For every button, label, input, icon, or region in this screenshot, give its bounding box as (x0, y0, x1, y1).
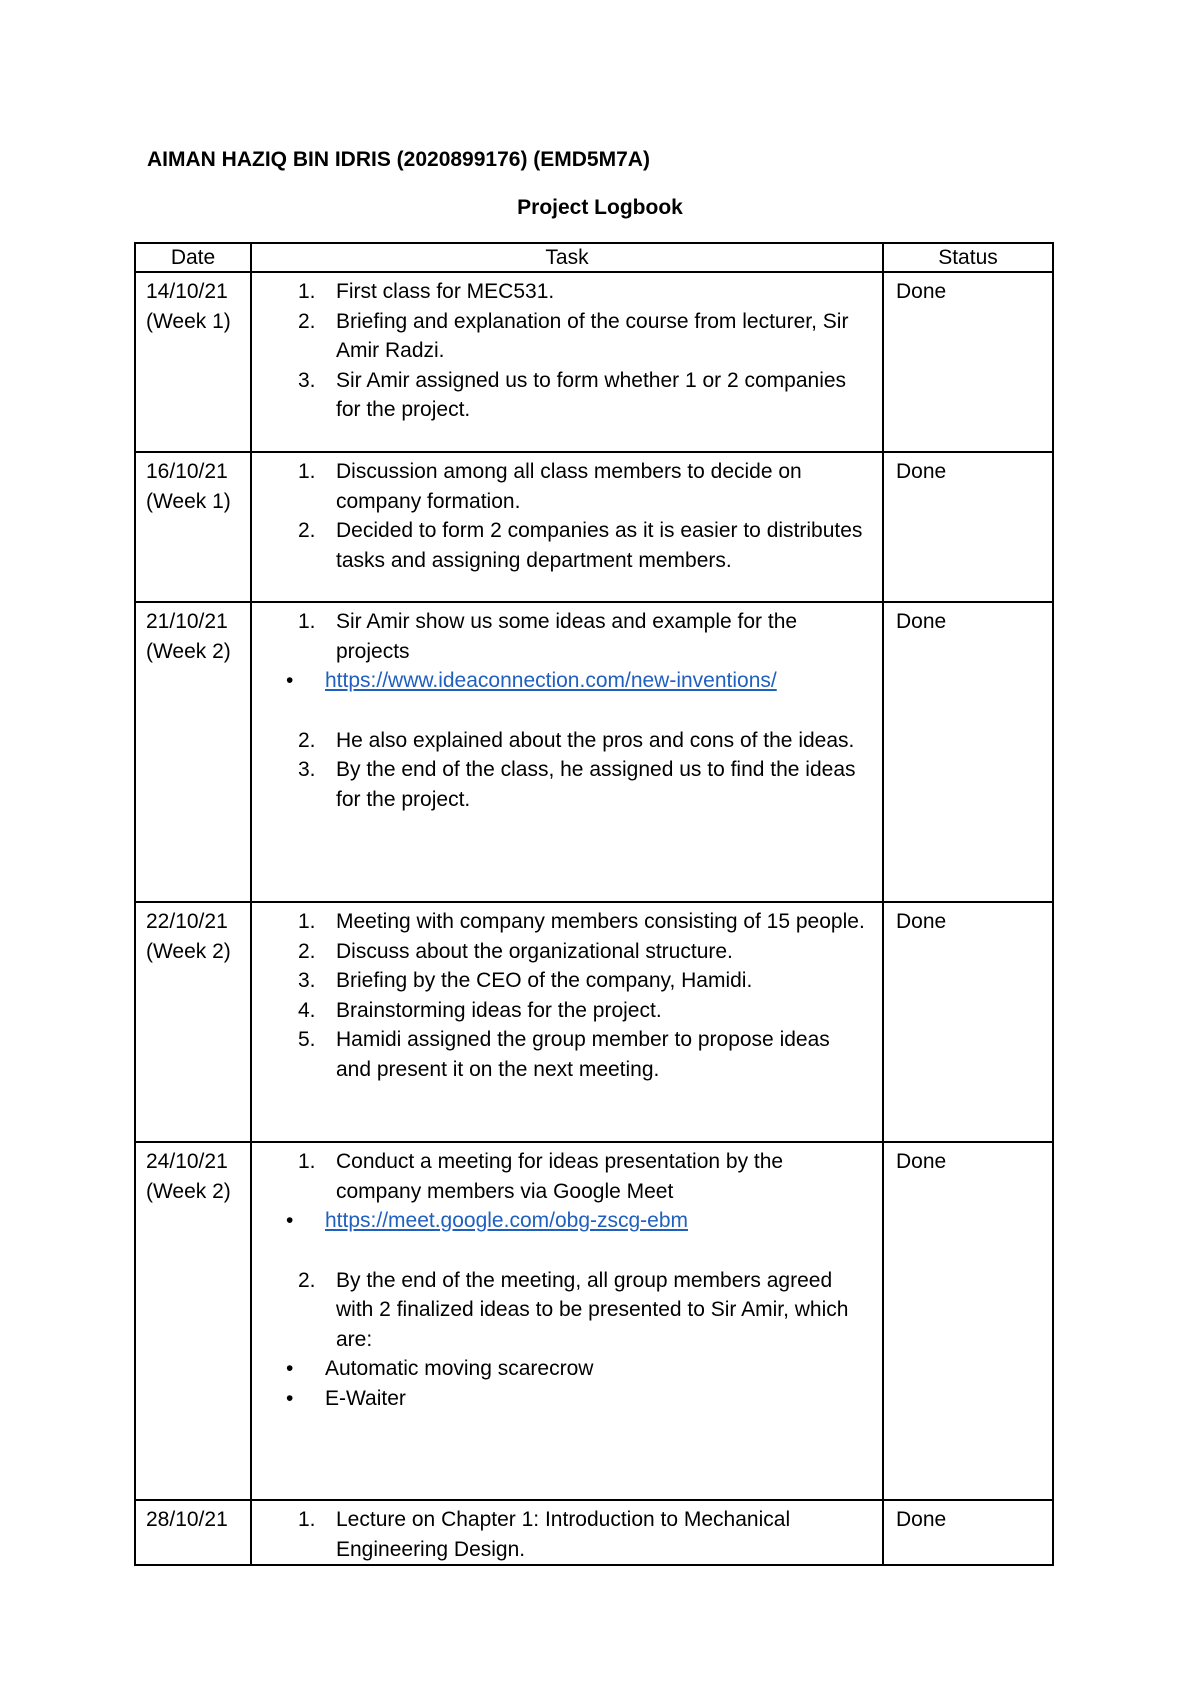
task-item (252, 307, 868, 366)
week-text: (Week 2) (146, 939, 231, 963)
date-text: 16/10/21 (146, 460, 228, 483)
task-item (252, 1147, 868, 1266)
task-text: Brainstorming ideas for the project. (336, 998, 662, 1022)
task-number: 1. (298, 460, 316, 483)
task-list (252, 607, 868, 814)
task-number: 5. (298, 1028, 316, 1051)
task-item (252, 1505, 868, 1564)
column-header-status: Status (883, 243, 1053, 272)
task-item (252, 726, 868, 756)
task-item (252, 907, 868, 937)
date-cell (135, 1500, 251, 1565)
task-cell (251, 272, 883, 452)
idea-item (252, 1384, 868, 1414)
date-cell (135, 452, 251, 602)
sub-list (252, 1206, 868, 1236)
task-item (252, 755, 868, 814)
task-text: He also explained about the pros and cons of the ideas. (336, 728, 855, 752)
task-number: 1. (298, 1150, 316, 1173)
task-number: 4. (298, 998, 316, 1022)
status-cell: Done (883, 1500, 1053, 1565)
task-number: 1. (298, 1508, 316, 1531)
task-cell (251, 602, 883, 902)
task-list (252, 457, 868, 575)
date-text: 22/10/21 (146, 910, 228, 933)
task-text: Hamidi assigned the group member to propose ideas and present it on the next meeting. (336, 1028, 830, 1081)
status-cell: Done (883, 602, 1053, 902)
google-meet-link[interactable]: https://meet.google.com/obg-zscg-ebm (325, 1209, 689, 1232)
status-cell: Done (883, 452, 1053, 602)
table-row (135, 602, 1053, 902)
task-number: 1. (298, 610, 316, 633)
status-cell: Done (883, 1142, 1053, 1500)
week-text: (Week 1) (146, 489, 231, 513)
task-number: 2. (298, 519, 316, 542)
task-text: Conduct a meeting for ideas presentation by the company members via Google Meet (336, 1150, 784, 1203)
task-text: First class for MEC531. (336, 280, 555, 303)
table-row (135, 272, 1053, 452)
week-text: (Week 2) (146, 639, 231, 663)
task-list (252, 1505, 868, 1564)
idea-item (252, 1354, 868, 1384)
column-header-date: Date (135, 243, 251, 272)
task-list (252, 277, 868, 425)
task-text: Sir Amir assigned us to form whether 1 or 2 companies for the project. (336, 368, 847, 421)
task-item (252, 607, 868, 726)
task-number: 2. (298, 309, 316, 333)
table-header-row (135, 243, 1053, 272)
task-list (252, 907, 868, 1084)
bullet-icon: • (286, 1357, 294, 1380)
table-row (135, 1500, 1053, 1565)
bullet-icon: • (286, 1386, 294, 1410)
task-item (252, 996, 868, 1026)
task-text: Briefing and explanation of the course from lecturer, Sir Amir Radzi. (336, 309, 849, 362)
task-number: 1. (298, 910, 316, 933)
task-number: 3. (298, 758, 316, 781)
spacer (336, 1236, 868, 1266)
date-cell (135, 902, 251, 1142)
status-cell: Done (883, 902, 1053, 1142)
table-row (135, 902, 1053, 1142)
week-text: (Week 1) (146, 309, 231, 333)
task-number: 3. (298, 969, 316, 992)
date-text: 21/10/21 (146, 610, 228, 633)
date-cell (135, 602, 251, 902)
task-text: Lecture on Chapter 1: Introduction to Mechanical Engineering Design. (336, 1508, 791, 1561)
task-number: 3. (298, 368, 316, 392)
date-cell (135, 272, 251, 452)
idea-text: Automatic moving scarecrow (325, 1357, 594, 1380)
task-number: 2. (298, 939, 316, 963)
task-list (252, 1147, 868, 1413)
task-cell (251, 1142, 883, 1500)
task-item (252, 1025, 868, 1084)
task-number: 1. (298, 280, 316, 303)
date-text: 28/10/21 (146, 1508, 228, 1531)
page-title: Project Logbook (517, 196, 683, 219)
task-number: 2. (298, 728, 316, 752)
spacer (336, 696, 868, 726)
task-text: Decided to form 2 companies as it is easier to distributes tasks and assigning department members. (336, 519, 863, 572)
task-item (252, 1266, 868, 1414)
student-header: AIMAN HAZIQ BIN IDRIS (2020899176) (EMD5M7A) (147, 148, 650, 171)
table-row (135, 452, 1053, 602)
link-item (252, 666, 868, 696)
status-cell: Done (883, 272, 1053, 452)
task-item (252, 277, 868, 307)
date-text: 24/10/21 (146, 1150, 228, 1173)
table-row (135, 1142, 1053, 1500)
task-text: Discussion among all class members to decide on company formation. (336, 460, 802, 513)
task-text: By the end of the class, he assigned us to find the ideas for the project. (336, 758, 856, 811)
task-text: Briefing by the CEO of the company, Hamidi. (336, 969, 753, 992)
date-cell (135, 1142, 251, 1500)
task-text: Sir Amir show us some ideas and example for the projects (336, 610, 798, 663)
task-cell (251, 1500, 883, 1565)
task-item (252, 966, 868, 996)
task-item (252, 937, 868, 967)
task-text: By the end of the meeting, all group members agreed with 2 finalized ideas to be presented to Sir Amir, which are: (336, 1268, 849, 1351)
week-text: (Week 2) (146, 1179, 231, 1203)
sub-list (252, 1354, 868, 1413)
ideaconnection-link[interactable]: https://www.ideaconnection.com/new-inventions/ (325, 669, 777, 692)
bullet-icon: • (286, 669, 294, 692)
task-cell (251, 902, 883, 1142)
date-text: 14/10/21 (146, 280, 228, 303)
task-text: Discuss about the organizational structure. (336, 939, 733, 963)
task-number: 2. (298, 1268, 316, 1292)
task-text: Meeting with company members consisting of 15 people. (336, 910, 865, 933)
column-header-task: Task (251, 243, 883, 272)
task-item (252, 366, 868, 425)
task-cell (251, 452, 883, 602)
idea-text: E-Waiter (325, 1386, 406, 1410)
sub-list (252, 666, 868, 696)
link-item (252, 1206, 868, 1236)
bullet-icon: • (286, 1209, 294, 1232)
task-item (252, 516, 868, 575)
logbook-table (134, 242, 1054, 1566)
task-item (252, 457, 868, 516)
